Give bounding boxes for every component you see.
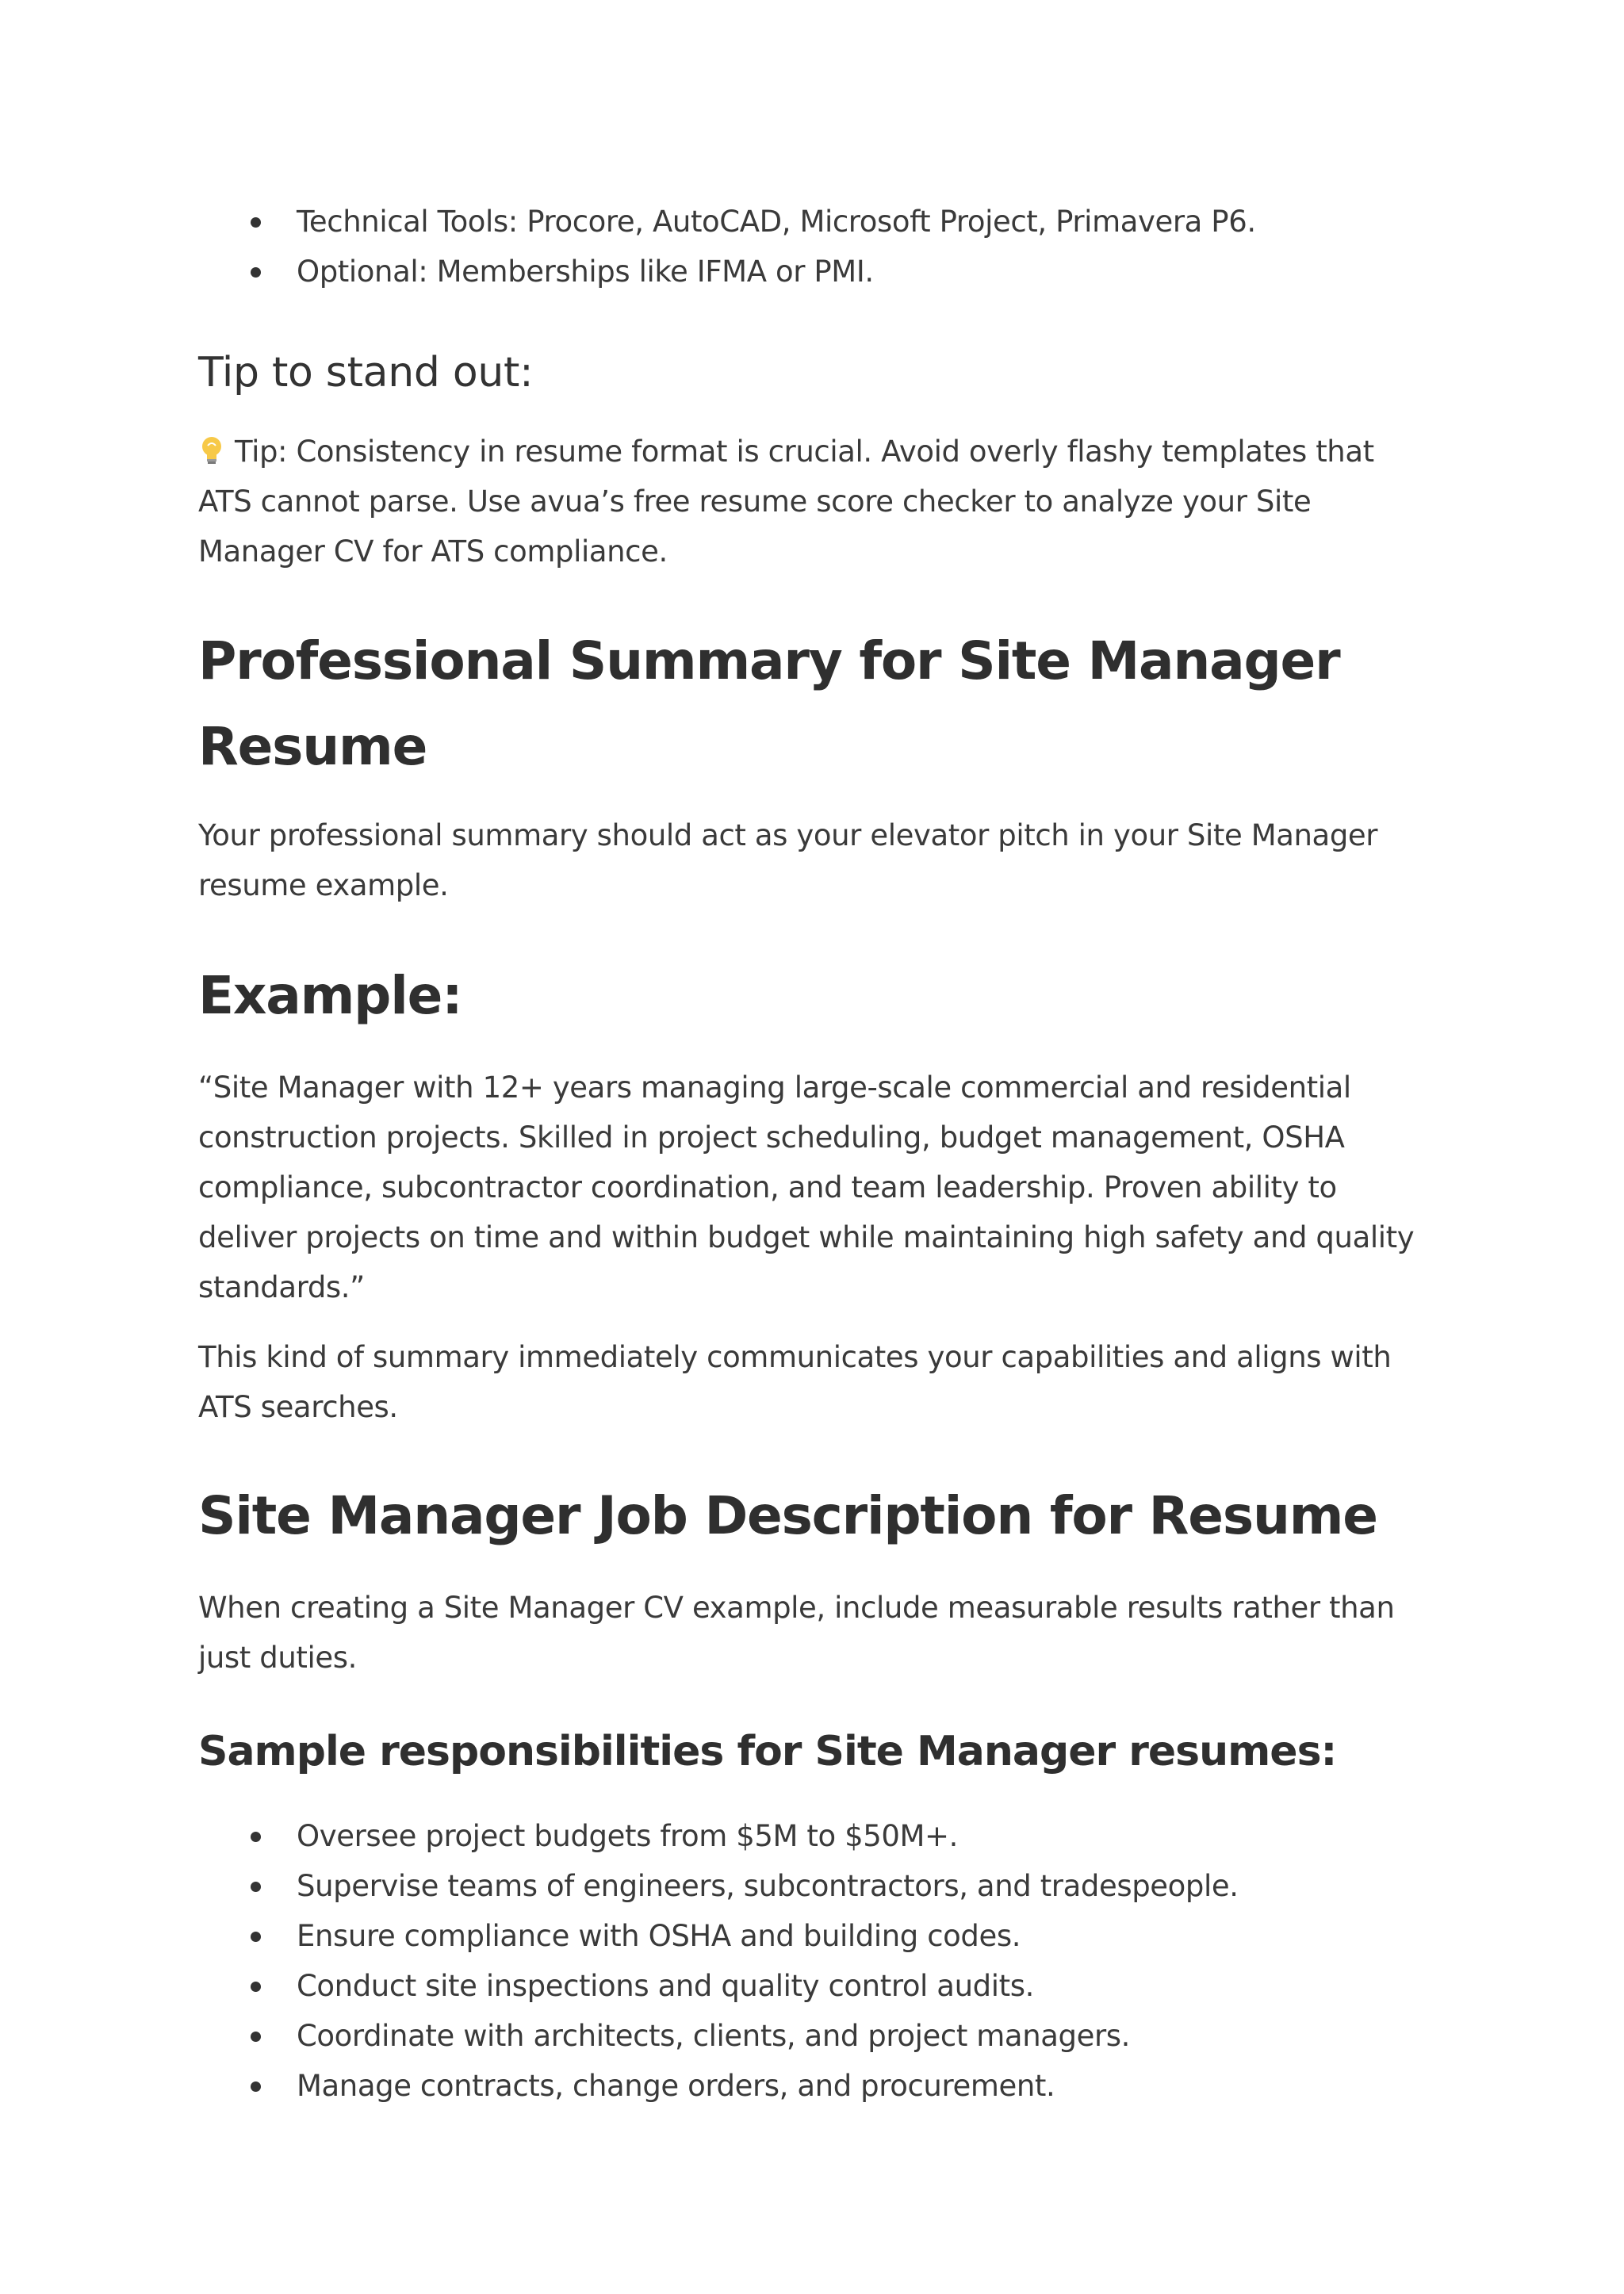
job-description-intro: When creating a Site Manager CV example, include measurable results rather than just duties. <box>198 1591 1395 1675</box>
list-item <box>198 197 1435 247</box>
tip-paragraph <box>198 427 1435 576</box>
example-note: This kind of summary immediately communicates your capabilities and aligns with ATS searches. <box>198 1340 1392 1424</box>
job-description-heading: Site Manager Job Description for Resume <box>198 1485 1377 1546</box>
list-item <box>198 2061 1435 2111</box>
bullet-dot <box>251 217 261 228</box>
list-item-text: Ensure compliance with OSHA and building codes. <box>297 1919 1021 1953</box>
example-quote: “Site Manager with 12+ years managing large-scale commercial and residential construction projects. Skilled in project scheduling, budget management, OSHA compliance, subcontractor coordination, and team leadership. Proven ability to deliver projects on time and within budget while maintaining high safety and quality standards.” <box>198 1070 1415 1304</box>
list-item <box>198 1961 1435 2011</box>
list-item <box>198 247 1435 297</box>
list-item <box>198 1861 1435 1911</box>
summary-heading: Professional Summary for Site Manager Resume <box>198 630 1340 777</box>
list-item-text: Coordinate with architects, clients, and project managers. <box>297 2019 1131 2053</box>
example-heading: Example: <box>198 965 462 1026</box>
list-item-text: Supervise teams of engineers, subcontractors, and tradespeople. <box>297 1869 1239 1903</box>
summary-intro: Your professional summary should act as your elevator pitch in your Site Manager resume example. <box>198 818 1378 902</box>
tools-list <box>198 197 1435 297</box>
bullet-dot <box>251 267 261 278</box>
list-item-text: Optional: Memberships like IFMA or PMI. <box>297 255 874 289</box>
lightbulb-icon <box>198 435 225 466</box>
list-item-text: Conduct site inspections and quality control audits. <box>297 1969 1034 2003</box>
bullet-dot <box>251 1882 261 1892</box>
bullet-dot <box>251 1832 261 1842</box>
bullet-dot <box>251 2032 261 2042</box>
bullet-dot <box>251 1932 261 1942</box>
bullet-dot <box>251 1982 261 1992</box>
tip-text: Tip: Consistency in resume format is crucial. Avoid overly flashy templates that ATS cannot parse. Use avua’s free resume score checker to analyze your Site Manager CV for ATS compliance. <box>198 435 1374 569</box>
bullet-dot <box>251 2081 261 2092</box>
list-item-text: Manage contracts, change orders, and procurement. <box>297 2069 1055 2103</box>
list-item-text: Oversee project budgets from $5M to $50M+. <box>297 1819 959 1853</box>
list-item <box>198 2011 1435 2061</box>
responsibilities-list <box>198 1811 1435 2111</box>
list-item <box>198 1811 1435 1861</box>
responsibilities-subheading: Sample responsibilities for Site Manager resumes: <box>198 1728 1337 1775</box>
list-item-text: Technical Tools: Procore, AutoCAD, Microsoft Project, Primavera P6. <box>297 205 1256 239</box>
tip-heading: Tip to stand out: <box>198 349 534 396</box>
list-item <box>198 1911 1435 1961</box>
